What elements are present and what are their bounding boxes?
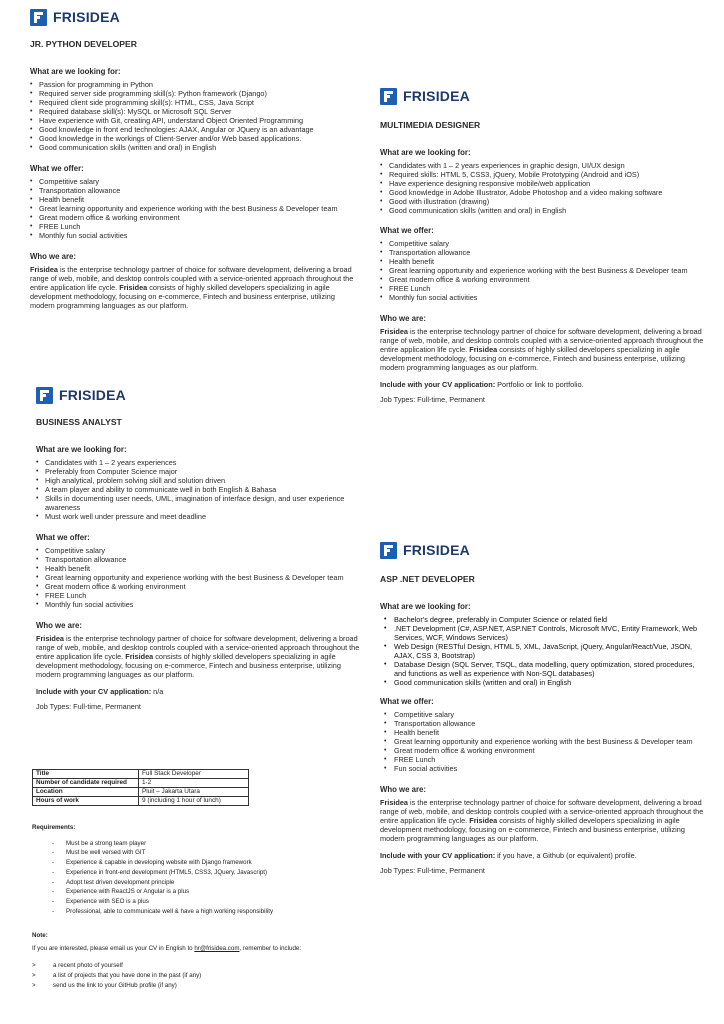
table-key: Title [33,770,139,779]
frisidea-logo-icon [380,88,397,105]
looking-list [380,615,705,687]
email-link[interactable]: hr@frisidea.com [194,944,240,952]
looking-heading: What are we looking for: [380,602,471,611]
job-title: MULTIMEDIA DESIGNER [380,120,481,130]
list-item: • FREE Lunch [380,284,705,293]
cv-requirement: Include with your CV application: if you have, a Github (or equivalent) profile. [380,851,637,860]
list-item: • Good communication skills (written and oral) in English [380,678,705,687]
table-key: Location [33,788,139,797]
offer-heading: What we offer: [30,164,84,173]
looking-heading: What are we looking for: [380,148,471,157]
logo-text: FRISIDEA [59,387,126,403]
list-item: • Required client side programming skill(s): HTML, CSS, Java Script [30,98,360,107]
offer-list [380,710,705,773]
job-info-table [32,769,249,806]
offer-list [0,546,366,609]
list-item: - Must be well versed with GIT [52,848,273,858]
list-item: • Transportation allowance [380,719,705,728]
list-item: - Experience & capable in developing website with Django framework [52,858,273,868]
frisidea-logo-icon [36,387,53,404]
list-item: • Competitive salary [380,710,705,719]
job-types: Job Types: Full-time, Permanent [380,866,485,875]
frisidea-logo [380,88,705,105]
job-title: ASP .NET DEVELOPER [380,574,475,584]
list-item: • Have experience with Git, creating API, understand Object Oriented Programming [30,116,360,125]
posting-analyst [36,387,366,711]
list-item: • Health benefit [30,195,360,204]
who-paragraph: Frisidea is the enterprise technology partner of choice for software development, delivering a broad range of web, mobile, and desktop controls coupled with a service-oriented approach throughout the entire application life cycle. Frisidea consists of highly skilled developers specializing in agile development methodology, focusing on e-commerce, Fintech and business enterprise, utilizing modern programming languages as our platform. [36,634,360,679]
looking-list [0,80,360,152]
logo-text: FRISIDEA [403,88,470,104]
logo-text: FRISIDEA [403,542,470,558]
list-item: • Competitive salary [380,239,705,248]
note-text: If you are interested, please email us your CV in English to hr@frisidea.com, remember to include: [32,944,302,952]
looking-heading: What are we looking for: [30,67,121,76]
who-heading: Who we are: [30,252,76,261]
who-paragraph: Frisidea is the enterprise technology partner of choice for software development, delivering a broad range of web, mobile, and desktop controls coupled with a service-oriented approach throughout the entire application life cycle. Frisidea consists of highly skilled developers specializing in agile development methodology, focusing on e-commerce, Fintech and business enterprise, utilizing modern programming languages as our platform. [380,798,704,843]
note-list [32,961,332,990]
frisidea-logo-icon [380,542,397,559]
list-item: • Great modern office & working environment [36,582,366,591]
note-title: Note: [32,932,48,939]
list-item: • Monthly fun social activities [30,231,360,240]
who-heading: Who we are: [36,621,82,630]
list-item: - Must be a strong team player [52,839,273,849]
table-key: Number of candidate required [33,779,139,788]
table-value: 1-2 [139,779,249,788]
offer-heading: What we offer: [380,697,434,706]
cv-requirement: Include with your CV application: Portfolio or link to portfolio. [380,380,584,389]
list-item: - Experience with ReactJS or Angular is a plus [52,887,273,897]
list-item: • Fun social activities [380,764,705,773]
table-key: Hours of work [33,797,139,806]
offer-list [0,177,360,240]
table-value: Full Stack Developer [139,770,249,779]
list-item: • High analytical, problem solving skill and solution driven [36,476,366,485]
job-types: Job Types: Full-time, Permanent [380,395,485,404]
list-item: • Great learning opportunity and experience working with the best Business & Developer team [30,204,360,213]
list-item: • Preferably from Computer Science major [36,467,366,476]
list-item: • FREE Lunch [30,222,360,231]
list-item: • Database Design (SQL Server, TSQL, data modelling, query optimization, stored procedures, and functions as well as experience with Non-SQL databases) [380,660,705,678]
who-paragraph: Frisidea is the enterprise technology partner of choice for software development, delivering a broad range of web, mobile, and desktop controls coupled with a service-oriented approach throughout the entire application life cycle. Frisidea consists of highly skilled developers specializing in agile development methodology, focusing on e-commerce, Fintech and business enterprise, utilizing modern programming languages as our platform. [30,265,354,310]
list-item: • Great modern office & working environment [380,275,705,284]
list-item: • Good knowledge in Adobe Illustrator, Adobe Photoshop and a video making software [380,188,705,197]
list-item: • Transportation allowance [30,186,360,195]
who-heading: Who we are: [380,314,426,323]
list-item: • Competitive salary [36,546,366,555]
list-item: • Required database skill(s): MySQL or Microsoft SQL Server [30,107,360,116]
list-item: • Good with illustration (drawing) [380,197,705,206]
list-item: > send us the link to your GitHub profile (if any) [32,981,332,991]
list-item: • Monthly fun social activities [380,293,705,302]
frisidea-logo [36,387,366,404]
list-item: • Health benefit [36,564,366,573]
job-title: JR. PYTHON DEVELOPER [30,39,137,49]
list-item: • Skills in documenting user needs, UML, imagination of interface design, and user experience awareness [36,494,366,512]
list-item: • Bachelor's degree, preferably in Computer Science or related field [380,615,705,624]
list-item: • Candidates with 1 – 2 years experiences in graphic design, UI/UX design [380,161,705,170]
list-item: • Transportation allowance [380,248,705,257]
offer-list [380,239,705,302]
list-item: • Great learning opportunity and experience working with the best Business & Developer team [36,573,366,582]
frisidea-logo [30,9,360,26]
list-item: • Competitive salary [30,177,360,186]
posting-asp [380,542,705,875]
list-item: • Health benefit [380,728,705,737]
list-item: • Good knowledge in front end technologies: AJAX, Angular or JQuery is an advantage [30,125,360,134]
table-row [33,797,249,806]
list-item: • Monthly fun social activities [36,600,366,609]
requirements-section [32,823,273,916]
list-item: • Great modern office & working environment [380,746,705,755]
list-item: • Good communication skills (written and oral) in English [380,206,705,215]
requirements-title: Requirements: [32,824,76,831]
who-heading: Who we are: [380,785,426,794]
list-item: • Passion for programming in Python [30,80,360,89]
list-item: • Required skills: HTML 5, CSS3, jQuery, Mobile Prototyping (Android and iOS) [380,170,705,179]
table-row [33,788,249,797]
frisidea-logo [380,542,705,559]
table-row [33,779,249,788]
list-item: - Professional, able to communicate well & have a high working responsibility [52,907,273,917]
list-item: > a recent photo of yourself [32,961,332,971]
list-item: • .NET Development (C#, ASP.NET, ASP.NET Controls, Microsoft MVC, Entity Framework, Web Services, WCF, Windows Services) [380,624,705,642]
list-item: - Experience in front-end development (HTML5, CSS3, JQuery, Javascript) [52,868,273,878]
list-item: - Adopt test driven development principle [52,878,273,888]
list-item: • Great learning opportunity and experience working with the best Business & Developer team [380,266,705,275]
list-item: • Have experience designing responsive mobile/web application [380,179,705,188]
table-value: 9 (including 1 hour of lunch) [139,797,249,806]
offer-heading: What we offer: [380,226,434,235]
list-item: • Great modern office & working environment [30,213,360,222]
table-row [33,770,249,779]
list-item: - Experience with SEO is a plus [52,897,273,907]
list-item: • FREE Lunch [36,591,366,600]
list-item: • Web Design (RESTful Design, HTML 5, XML, JavaScript, jQuery, Angular/React/Vue, JSON, AJAX, CSS 3, Bootstrap) [380,642,705,660]
posting-python [30,9,360,310]
list-item: • Candidates with 1 – 2 years experiences [36,458,366,467]
cv-requirement: Include with your CV application: n/a [36,687,164,696]
looking-list [0,458,366,521]
list-item: • Required server side programming skill(s): Python framework (Django) [30,89,360,98]
list-item: • Health benefit [380,257,705,266]
list-item: • Good communication skills (written and oral) in English [30,143,360,152]
offer-heading: What we offer: [36,533,90,542]
looking-heading: What are we looking for: [36,445,127,454]
list-item: • Must work well under pressure and meet deadline [36,512,366,521]
list-item: • Good knowledge in the workings of Client-Server and/or Web based applications. [30,134,360,143]
job-title: BUSINESS ANALYST [36,417,122,427]
list-item: > a list of projects that you have done in the past (if any) [32,971,332,981]
frisidea-logo-icon [30,9,47,26]
list-item: • Transportation allowance [36,555,366,564]
job-types: Job Types: Full-time, Permanent [36,702,141,711]
requirements-list [32,839,273,917]
logo-text: FRISIDEA [53,9,120,25]
table-value: Pluit – Jakarta Utara [139,788,249,797]
list-item: • Great learning opportunity and experience working with the best Business & Developer team [380,737,705,746]
list-item: • A team player and ability to communicate well in both English & Bahasa [36,485,366,494]
who-paragraph: Frisidea is the enterprise technology partner of choice for software development, delivering a broad range of web, mobile, and desktop controls coupled with a service-oriented approach throughout the entire application life cycle. Frisidea consists of highly skilled developers specializing in agile development methodology, focusing on e-commerce, Fintech and business enterprise, utilizing modern programming languages as our platform. [380,327,704,372]
note-section [32,931,332,991]
looking-list [380,161,705,215]
posting-multimedia [380,88,705,404]
list-item: • FREE Lunch [380,755,705,764]
